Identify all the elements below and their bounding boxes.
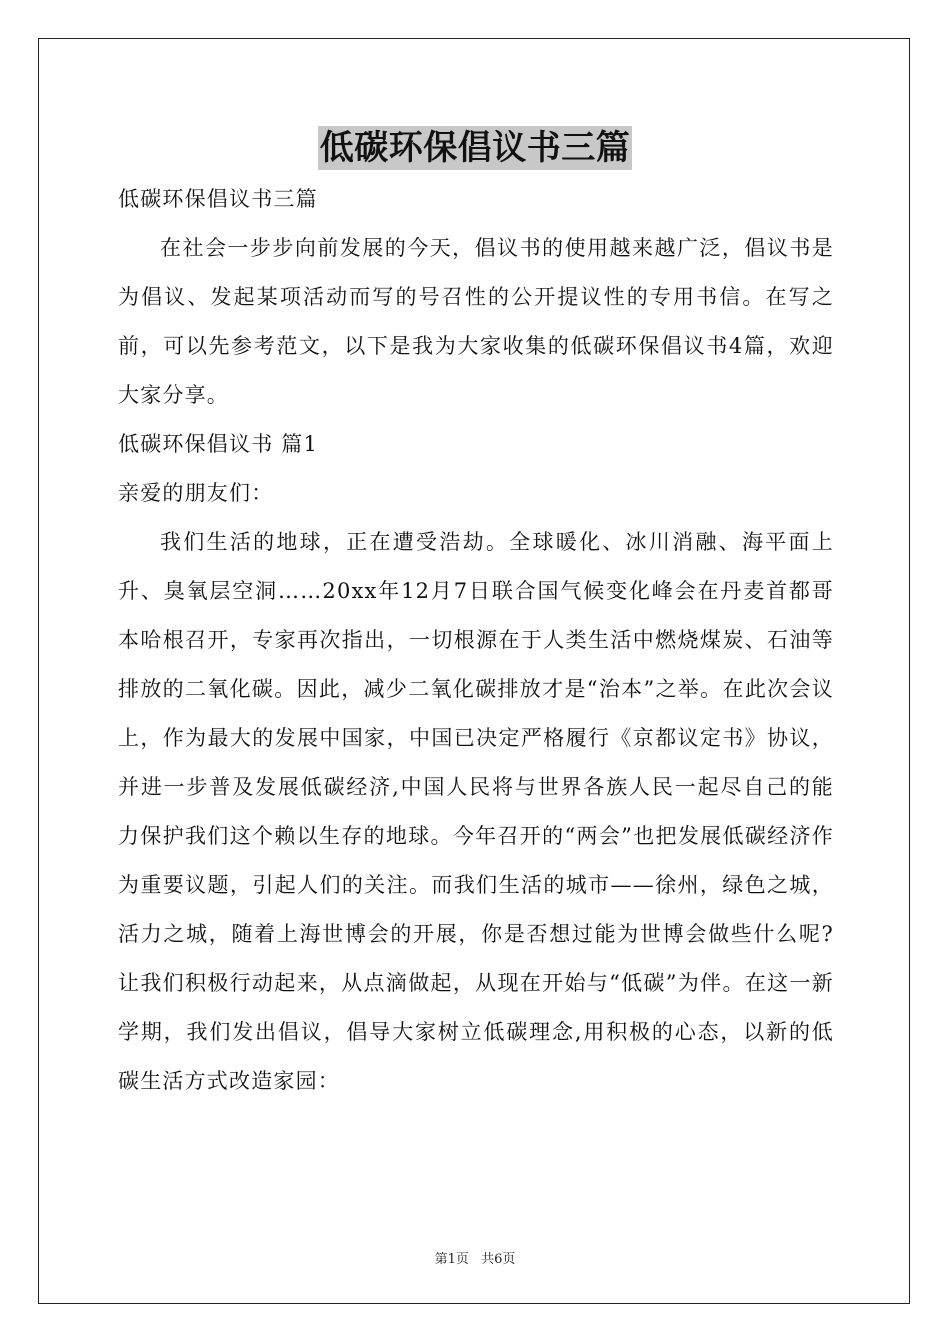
page-footer: [0, 1248, 950, 1267]
salutation: 亲爱的朋友们：: [118, 481, 274, 505]
page-total: 共6页: [481, 1252, 516, 1267]
document-title-text: 低碳环保倡议书三篇: [319, 128, 631, 168]
document-title: [0, 126, 950, 170]
page-number: 第1页: [434, 1252, 469, 1267]
document-body: [118, 175, 834, 1106]
section-heading: 低碳环保倡议书 篇1: [118, 432, 319, 456]
paragraph-subtitle: 低碳环保倡议书三篇: [118, 187, 318, 211]
paragraph-body: 我们生活的地球，正在遭受浩劫。全球暖化、冰川消融、海平面上升、臭氧层空洞……20xx年12月7日联合国气候变化峰会在丹麦首都哥本哈根召开，专家再次指出，一切根源在于人类生活中燃烧煤炭、石油等排放的二氧化碳。因此，减少二氧化碳排放才是“治本”之举。在此次会议上，作为最大的发展中国家，中国已决定严格履行《京都议定书》协议，并进一步普及发展低碳经济,中国人民将与世界各族人民一起尽自己的能力保护我们这个赖以生存的地球。今年召开的“两会”也把发展低碳经济作为重要议题，引起人们的关注。而我们生活的城市——徐州，绿色之城，活力之城，随着上海世博会的开展，你是否想过能为世博会做些什么呢?让我们积极行动起来，从点滴做起，从现在开始与“低碳”为伴。在这一新学期，我们发出倡议，倡导大家树立低碳理念,用积极的心态，以新的低碳生活方式改造家园：: [118, 530, 834, 1093]
paragraph-intro: 在社会一步步向前发展的今天，倡议书的使用越来越广泛，倡议书是为倡议、发起某项活动而写的号召性的公开提议性的专用书信。在写之前，可以先参考范文，以下是我为大家收集的低碳环保倡议书4篇，欢迎大家分享。: [118, 236, 834, 407]
